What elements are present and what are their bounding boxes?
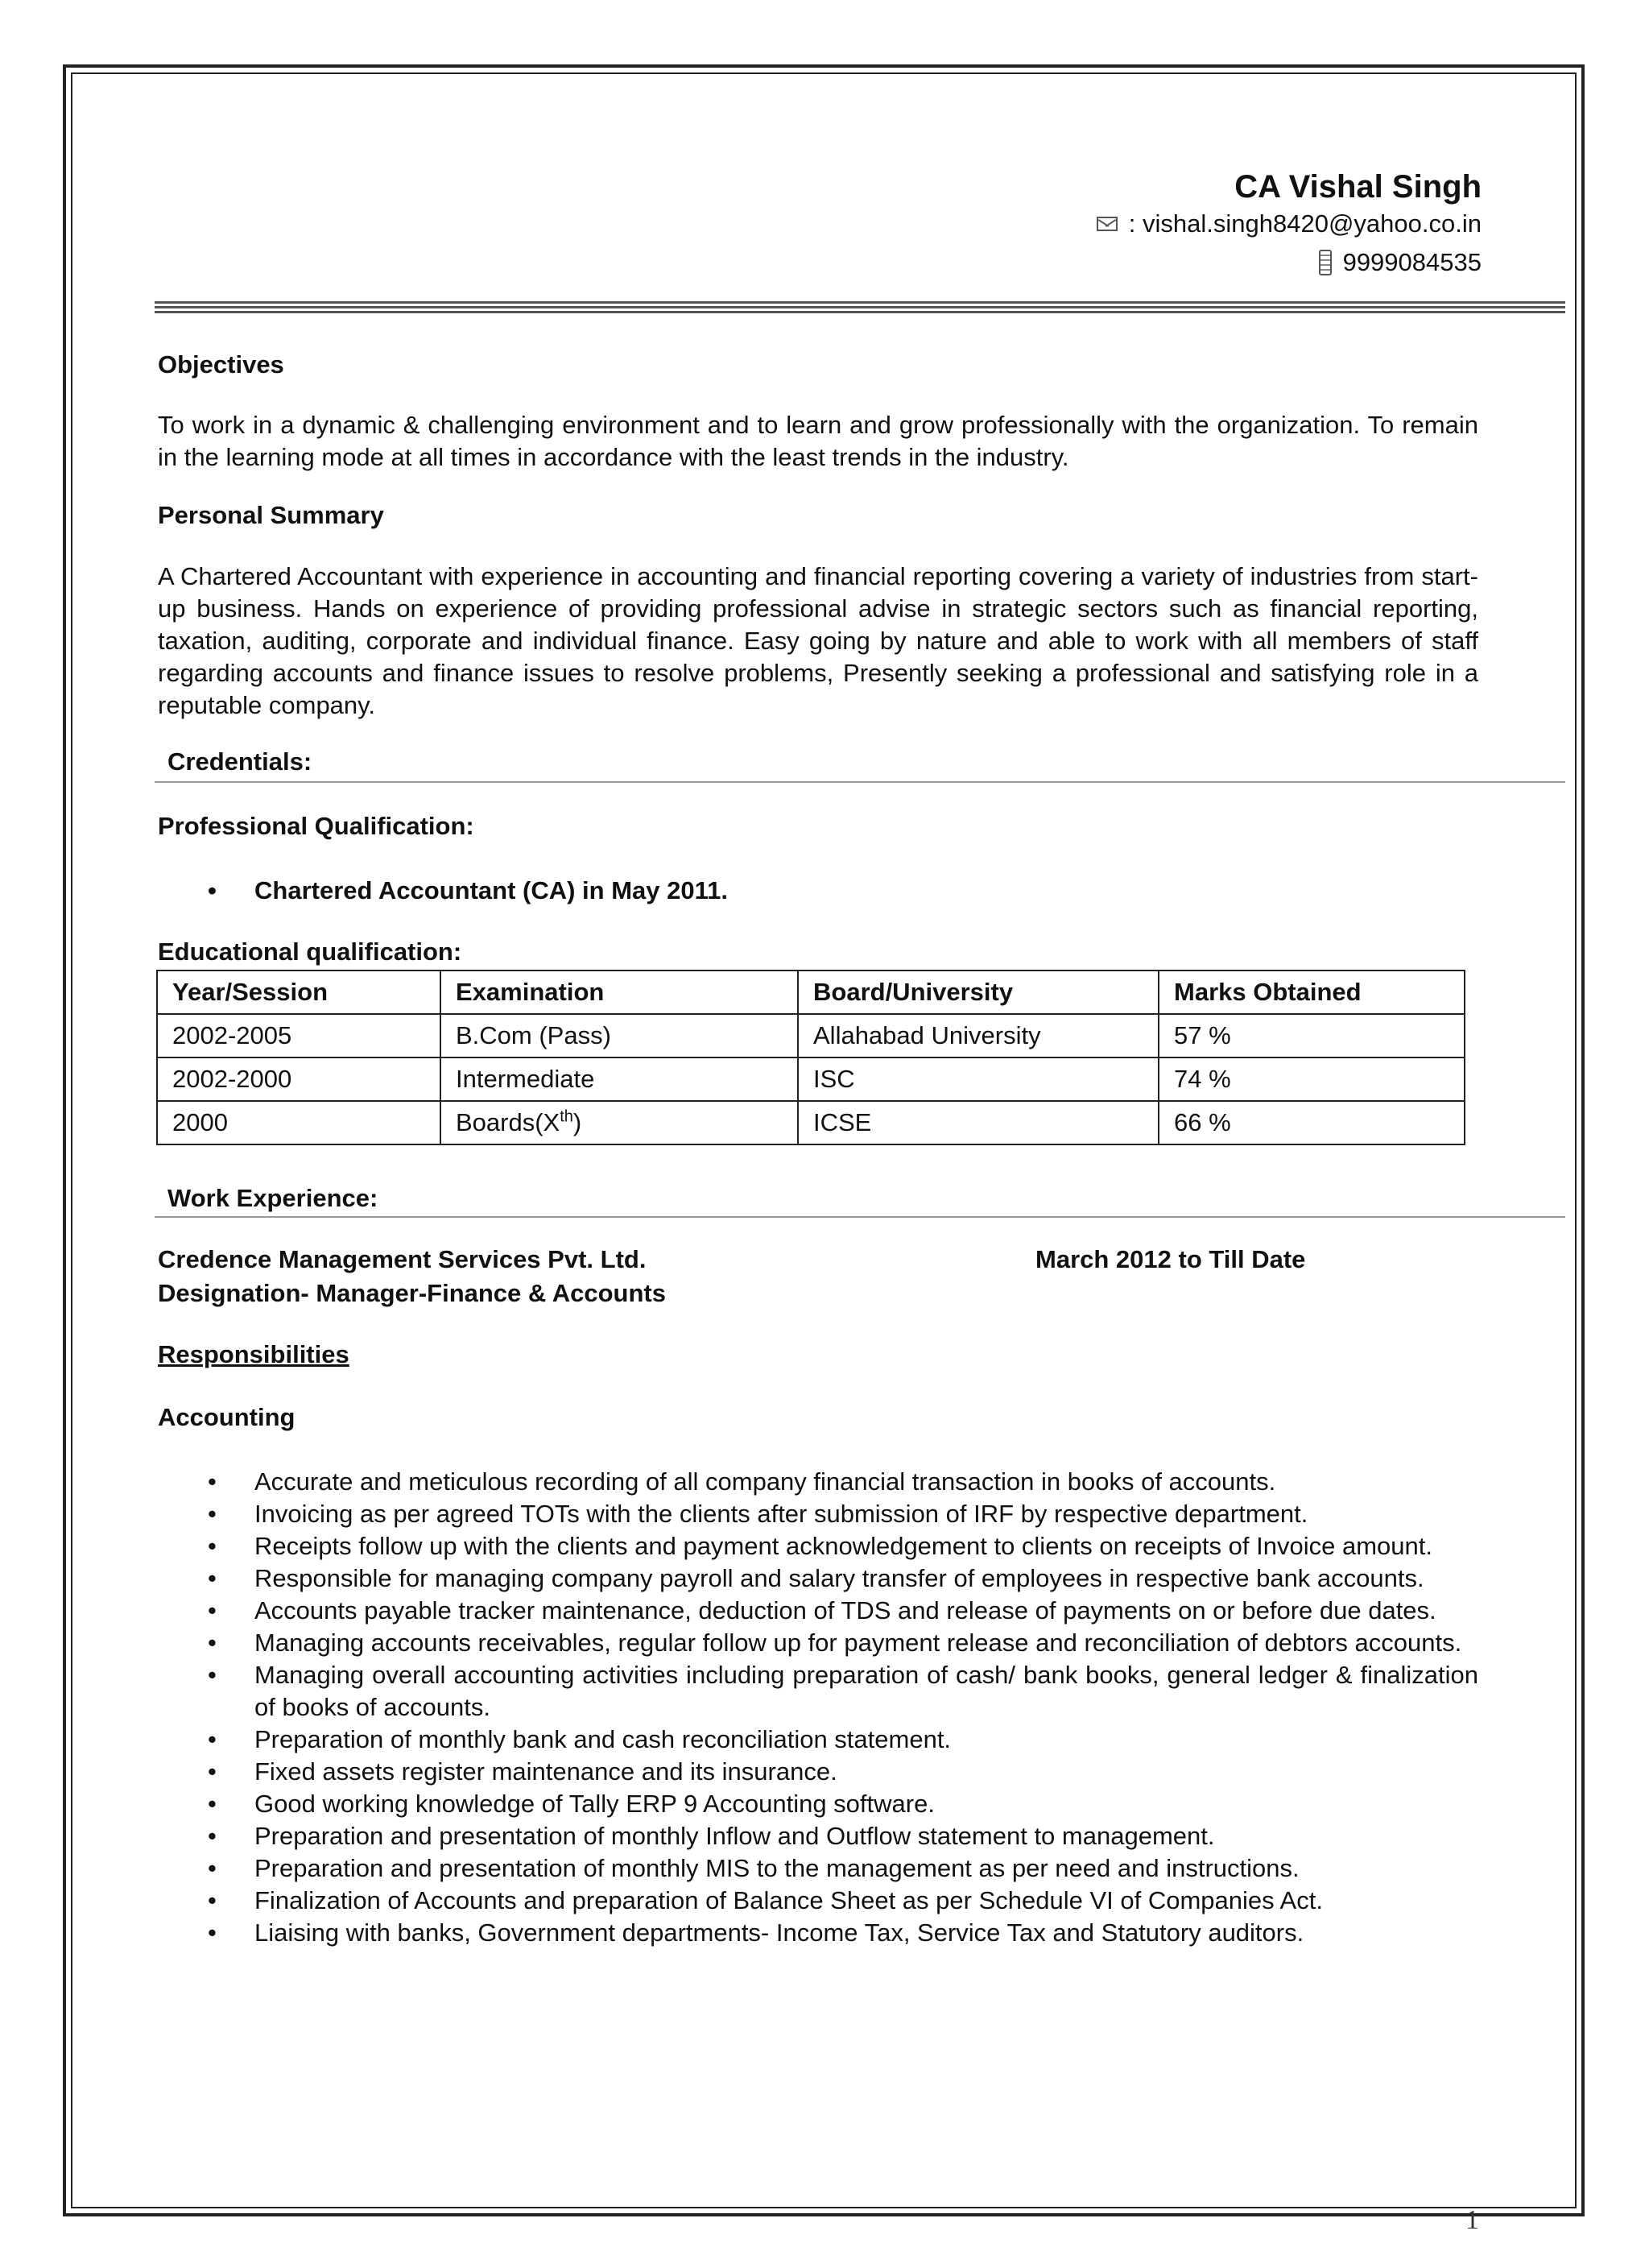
list-item: • Finalization of Accounts and preparation of Balance Sheet as per Schedule VI of Companies Act. — [158, 1885, 1478, 1917]
page-number: 1 — [1465, 2205, 1479, 2235]
company-name: Credence Management Services Pvt. Ltd. — [158, 1245, 647, 1273]
table-cell — [440, 1101, 798, 1144]
list-item: • Managing overall accounting activities including preparation of cash/ bank books, general ledger & finalization of books of accounts. — [158, 1659, 1478, 1724]
responsibilities-heading: Responsibilities — [158, 1340, 349, 1368]
table-row — [157, 1057, 1465, 1101]
table-header-cell: Examination — [440, 971, 798, 1014]
personal-summary-heading: Personal Summary — [158, 501, 384, 529]
list-item: • Accurate and meticulous recording of all company financial transaction in books of accounts. — [158, 1466, 1478, 1498]
list-item: • Accounts payable tracker maintenance, deduction of TDS and release of payments on or before due dates. — [158, 1595, 1478, 1627]
envelope-icon — [1097, 217, 1118, 231]
list-item: • Managing accounts receivables, regular follow up for payment release and reconciliation of debtors accounts. — [158, 1627, 1478, 1659]
list-item: • Liaising with banks, Government departments- Income Tax, Service Tax and Statutory auditors. — [158, 1917, 1478, 1949]
table-cell: 2000 — [157, 1101, 440, 1144]
list-item: • Good working knowledge of Tally ERP 9 Accounting software. — [158, 1788, 1478, 1820]
accounting-responsibilities-list — [158, 1466, 1478, 1949]
objectives-text: To work in a dynamic & challenging environment and to learn and grow professionally with the organization. To remain in the learning mode at all times in accordance with the least trends in the industry. — [158, 411, 1478, 471]
phone-line — [1319, 248, 1482, 277]
list-item: • Preparation of monthly bank and cash reconciliation statement. — [158, 1724, 1478, 1756]
objectives-heading: Objectives — [158, 350, 284, 379]
email-line — [1097, 209, 1482, 238]
list-item: • Responsible for managing company payroll and salary transfer of employees in respective bank accounts. — [158, 1562, 1478, 1595]
table-cell: 74 % — [1159, 1057, 1465, 1101]
table-header-cell: Board/University — [798, 971, 1159, 1014]
table-cell: ICSE — [798, 1101, 1159, 1144]
boards-superscript: th — [560, 1107, 573, 1126]
table-cell: Allahabad University — [798, 1014, 1159, 1057]
table-cell: ISC — [798, 1057, 1159, 1101]
list-item: • Chartered Accountant (CA) in May 2011. — [158, 875, 1478, 907]
personal-summary-text: A Chartered Accountant with experience in accounting and financial reporting covering a variety of industries from start- up business. Hands on experience of providing professional advise in strategic sectors such as financial reporting, taxation, auditing, corporate and individual finance. Easy going by nature and able to work with all members of staff regarding accounts and finance issues to resolve problems, Presently seeking a professional and satisfying role in a reputable company. — [158, 562, 1478, 719]
work-experience-heading: Work Experience: — [167, 1184, 378, 1212]
boards-text: Boards(X — [456, 1108, 560, 1136]
employment-period: March 2012 to Till Date — [1035, 1245, 1306, 1273]
list-item: • Preparation and presentation of monthly Inflow and Outflow statement to management. — [158, 1820, 1478, 1852]
educational-qualification-heading: Educational qualification: — [158, 937, 462, 966]
credentials-divider — [155, 781, 1565, 783]
accounting-heading: Accounting — [158, 1403, 295, 1431]
table-row — [157, 1014, 1465, 1057]
email-text[interactable]: : vishal.singh8420@yahoo.co.in — [1128, 209, 1482, 238]
table-row — [157, 1101, 1465, 1144]
header-divider — [155, 301, 1565, 304]
phone-text: 9999084535 — [1342, 248, 1482, 276]
education-table — [156, 970, 1465, 1145]
credentials-heading: Credentials: — [167, 747, 312, 776]
table-cell: B.Com (Pass) — [440, 1014, 798, 1057]
table-cell: 57 % — [1159, 1014, 1465, 1057]
table-cell: 2002-2005 — [157, 1014, 440, 1057]
list-item: • Fixed assets register maintenance and its insurance. — [158, 1756, 1478, 1788]
header-divider — [155, 311, 1565, 313]
table-cell: Intermediate — [440, 1057, 798, 1101]
header-divider — [155, 306, 1565, 308]
professional-qualification-list — [158, 875, 1478, 907]
list-item: • Invoicing as per agreed TOTs with the clients after submission of IRF by respective department. — [158, 1498, 1478, 1530]
table-cell: 66 % — [1159, 1101, 1465, 1144]
table-header-cell: Marks Obtained — [1159, 971, 1465, 1014]
phone-icon — [1319, 250, 1332, 275]
table-header-row — [157, 971, 1465, 1014]
table-header-cell: Year/Session — [157, 971, 440, 1014]
list-item: • Preparation and presentation of monthly MIS to the management as per need and instructions. — [158, 1852, 1478, 1885]
designation: Designation- Manager-Finance & Accounts — [158, 1279, 666, 1307]
professional-qualification-heading: Professional Qualification: — [158, 812, 474, 840]
candidate-name: CA Vishal Singh — [1234, 169, 1482, 205]
boards-close: ) — [572, 1108, 582, 1136]
list-item: • Receipts follow up with the clients and payment acknowledgement to clients on receipts of Invoice amount. — [158, 1530, 1478, 1562]
work-experience-divider — [155, 1216, 1565, 1218]
table-cell: 2002-2000 — [157, 1057, 440, 1101]
